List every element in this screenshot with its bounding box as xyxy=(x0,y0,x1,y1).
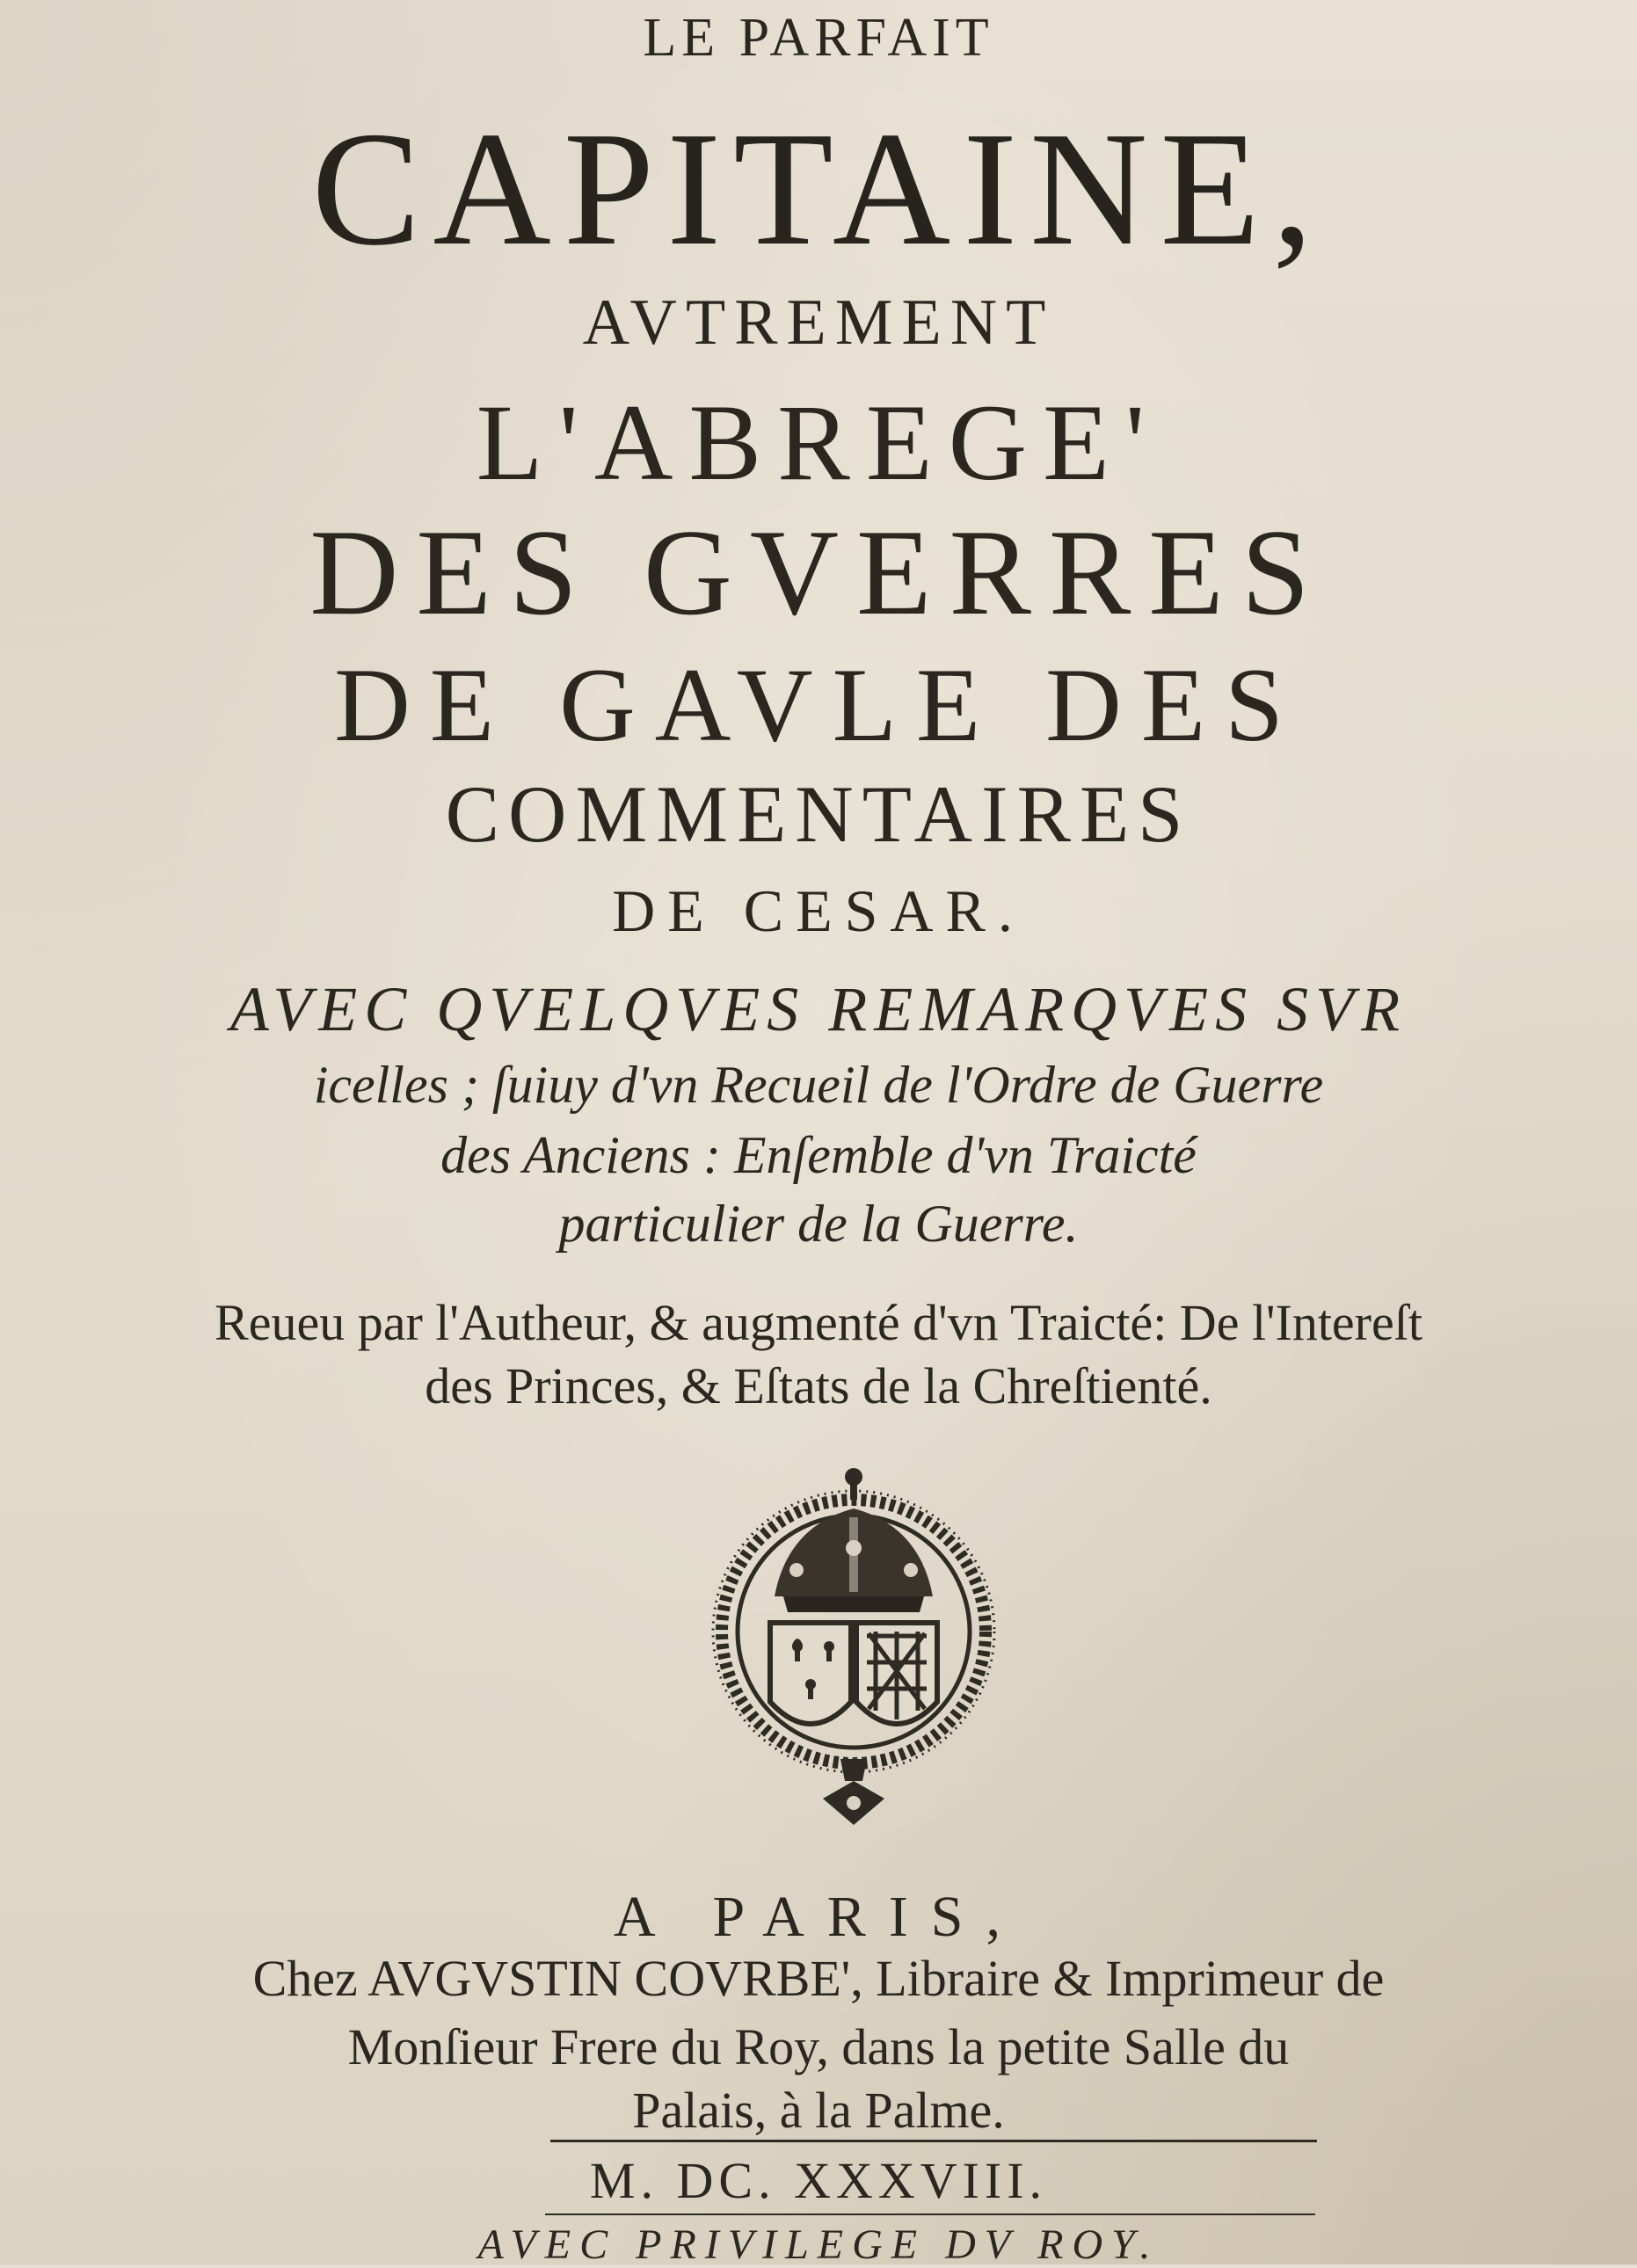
title-line-le-parfait: LE PARFAIT xyxy=(643,8,994,68)
subtitle-line-2: icelles ; ſuiuy d'vn Recueil de l'Ordre de Guerre xyxy=(313,1056,1324,1114)
imprint-line-1: Chez AVGVSTIN COVRBE', Libraire & Imprimeur de xyxy=(252,1950,1385,2007)
title-line-de-gaule: DE GAVLE DES xyxy=(334,646,1303,763)
subtitle-line-4: particulier de la Guerre. xyxy=(558,1195,1079,1253)
title-line-abrege: L'ABREGE' xyxy=(476,382,1161,503)
title-line-de-cesar: DE CESAR. xyxy=(612,877,1025,944)
title-line-capitaine: CAPITAINE, xyxy=(311,98,1326,280)
subtitle-line-3: des Anciens : Enſemble d'vn Traicté xyxy=(440,1126,1197,1184)
title-line-des-guerres: DES GVERRES xyxy=(309,505,1328,641)
imprint-date: M. DC. XXXVIII. xyxy=(589,2152,1048,2209)
title-line-autrement: AVTREMENT xyxy=(582,287,1055,359)
imprint-line-2: Monſieur Frere du Roy, dans la petite Salle du xyxy=(347,2018,1290,2075)
divider-rule xyxy=(545,2213,1315,2215)
divider-rule xyxy=(550,2140,1317,2142)
imprint-line-3: Palais, à la Palme. xyxy=(632,2082,1005,2139)
imprint-place: A PARIS, xyxy=(613,1885,1024,1949)
revision-line-1: Reueu par l'Autheur, & augmenté d'vn Traicté: De l'Intereſt xyxy=(215,1294,1422,1351)
royal-coat-of-arms-icon xyxy=(709,1465,999,1843)
imprint-privilege: AVEC PRIVILEGE DV ROY. xyxy=(477,2221,1160,2268)
revision-line-2: des Princes, & Eſtats de la Chreſtienté. xyxy=(425,1357,1212,1414)
subtitle-line-1: AVEC QVELQVES REMARQVES SVR xyxy=(229,974,1408,1044)
title-line-commentaires: COMMENTAIRES xyxy=(445,769,1192,859)
